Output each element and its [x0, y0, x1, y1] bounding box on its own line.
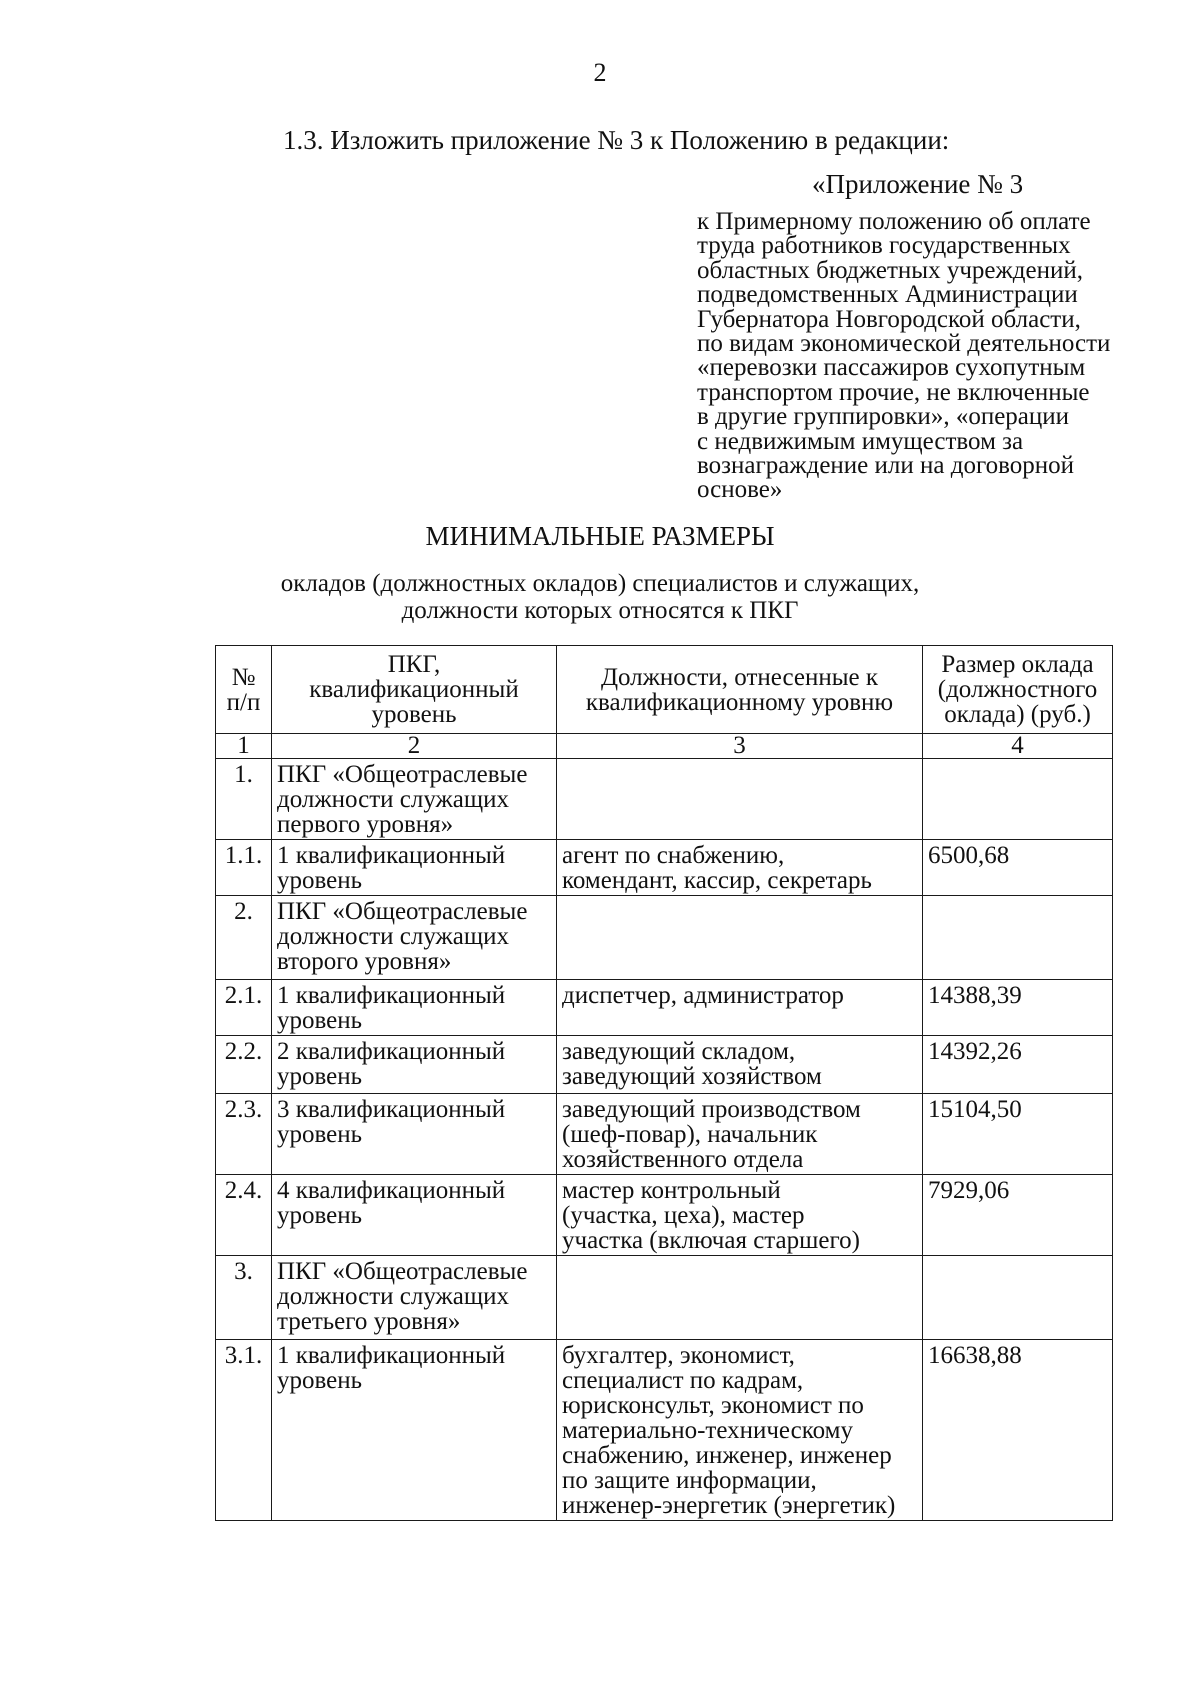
position-line: заведующий хозяйством	[562, 1063, 822, 1090]
header-line: квалификационному уровню	[585, 688, 894, 716]
column-number: 1	[216, 734, 272, 759]
row-salary: 15104,50	[923, 1094, 1113, 1175]
group-line: должности служащих	[277, 1283, 510, 1310]
appendix-line: в другие группировки», «операции	[697, 403, 1070, 431]
row-number: 3.1.	[216, 1340, 272, 1521]
position-line: бухгалтер, экономист,	[562, 1342, 795, 1369]
document-subheading	[0, 570, 1200, 624]
appendix-line: транспортом прочие, не включенные	[697, 378, 1090, 406]
column-number: 3	[557, 734, 923, 759]
position-line: снабжению, инженер, инженер	[562, 1442, 892, 1469]
table-row	[216, 840, 1113, 896]
group-line: уровень	[277, 1063, 363, 1090]
table-row	[216, 1094, 1113, 1175]
row-group	[272, 759, 557, 840]
appendix-description	[697, 210, 1167, 503]
group-line: ПКГ «Общеотраслевые	[277, 761, 528, 788]
row-salary: 7929,06	[923, 1175, 1113, 1256]
table-row	[216, 1036, 1113, 1094]
group-line: уровень	[277, 1367, 363, 1394]
header-group	[272, 646, 557, 734]
row-group	[272, 1094, 557, 1175]
table-row	[216, 759, 1113, 840]
group-line: 1 квалификационный	[277, 982, 506, 1009]
row-salary	[923, 1256, 1113, 1340]
position-line: материально-техническому	[562, 1417, 853, 1444]
row-group	[272, 1340, 557, 1521]
appendix-line: с недвижимым имуществом за	[697, 427, 1024, 455]
position-line: (участка, цеха), мастер	[562, 1202, 805, 1229]
row-number: 1.	[216, 759, 272, 840]
header-line: квалификационный	[309, 676, 519, 703]
position-line: диспетчер, администратор	[562, 982, 844, 1009]
group-line: 4 квалификационный	[277, 1177, 506, 1204]
position-line: заведующий складом,	[562, 1038, 796, 1065]
column-number-row	[216, 734, 1113, 759]
appendix-line: по видам экономической деятельности	[697, 330, 1111, 358]
row-number: 2.3.	[216, 1094, 272, 1175]
header-line: уровень	[371, 701, 457, 728]
position-line: хозяйственного отдела	[562, 1146, 804, 1173]
group-line: 3 квалификационный	[277, 1096, 506, 1123]
header-line: оклада) (руб.)	[944, 701, 1091, 728]
row-salary	[923, 896, 1113, 980]
header-line: п/п	[226, 688, 261, 716]
group-line: 2 квалификационный	[277, 1038, 506, 1065]
table-header-row	[216, 646, 1113, 734]
row-positions	[557, 980, 923, 1036]
row-number: 3.	[216, 1256, 272, 1340]
row-group	[272, 840, 557, 896]
row-salary	[923, 759, 1113, 840]
row-salary: 16638,88	[923, 1340, 1113, 1521]
row-number: 2.2.	[216, 1036, 272, 1094]
row-number: 2.	[216, 896, 272, 980]
group-line: ПКГ «Общеотраслевые	[277, 1258, 528, 1285]
header-positions	[557, 646, 923, 734]
intro-paragraph: 1.3. Изложить приложение № 3 к Положению в редакции:	[283, 125, 950, 155]
row-salary: 14388,39	[923, 980, 1113, 1036]
subheading-line: должности которых относятся к ПКГ	[401, 597, 799, 624]
appendix-line: к Примерному положению об оплате	[697, 208, 1091, 235]
group-line: уровень	[277, 1202, 363, 1229]
group-line: 1 квалификационный	[277, 1342, 506, 1369]
row-group	[272, 896, 557, 980]
position-line: по защите информации,	[562, 1467, 817, 1494]
row-number: 2.4.	[216, 1175, 272, 1256]
row-salary: 6500,68	[923, 840, 1113, 896]
position-line: специалист по кадрам,	[562, 1367, 804, 1394]
group-line: первого уровня»	[277, 811, 454, 838]
group-line: уровень	[277, 1121, 363, 1148]
position-line: юрисконсульт, экономист по	[562, 1392, 864, 1419]
appendix-title: «Приложение № 3	[812, 169, 1024, 199]
row-positions	[557, 1094, 923, 1175]
position-line: мастер контрольный	[562, 1177, 781, 1204]
row-group	[272, 1175, 557, 1256]
appendix-line: труда работников государственных	[697, 232, 1071, 260]
header-line: ПКГ,	[387, 651, 441, 678]
header-line: №	[231, 663, 256, 691]
header-number	[216, 646, 272, 734]
appendix-line: основе»	[697, 476, 783, 504]
header-line: Размер оклада	[941, 651, 1094, 678]
row-group	[272, 1036, 557, 1094]
position-line: агент по снабжению,	[562, 842, 785, 869]
subheading-line: окладов (должностных окладов) специалистов и служащих,	[280, 570, 920, 597]
appendix-line: подведомственных Администрации	[697, 281, 1078, 309]
row-positions	[557, 759, 923, 840]
group-line: третьего уровня»	[277, 1308, 461, 1335]
row-group	[272, 980, 557, 1036]
row-positions	[557, 1256, 923, 1340]
row-positions	[557, 1036, 923, 1094]
group-line: 1 квалификационный	[277, 842, 506, 869]
appendix-line: областных бюджетных учреждений,	[697, 256, 1083, 284]
group-line: уровень	[277, 867, 363, 894]
group-line: должности служащих	[277, 923, 510, 950]
group-line: должности служащих	[277, 786, 510, 813]
position-line: инженер-энергетик (энергетик)	[562, 1492, 896, 1519]
row-positions	[557, 1175, 923, 1256]
column-number: 4	[923, 734, 1113, 759]
appendix-line: вознаграждение или на договорной	[697, 452, 1074, 480]
table-row	[216, 1175, 1113, 1256]
row-number: 1.1.	[216, 840, 272, 896]
table-row	[216, 1340, 1113, 1521]
group-line: ПКГ «Общеотраслевые	[277, 898, 528, 925]
table-row	[216, 896, 1113, 980]
position-line: участка (включая старшего)	[562, 1227, 860, 1254]
header-line: (должностного	[937, 676, 1098, 703]
table-row	[216, 1256, 1113, 1340]
group-line: уровень	[277, 1007, 363, 1034]
row-positions	[557, 840, 923, 896]
column-number: 2	[272, 734, 557, 759]
group-line: второго уровня»	[277, 948, 452, 975]
position-line: комендант, кассир, секретарь	[562, 867, 872, 894]
row-positions	[557, 1340, 923, 1521]
salary-table	[215, 645, 1113, 1521]
appendix-line: «перевозки пассажиров сухопутным	[697, 354, 1086, 382]
row-group	[272, 1256, 557, 1340]
document-heading: МИНИМАЛЬНЫЕ РАЗМЕРЫ	[425, 521, 775, 551]
position-line: заведующий производством	[562, 1096, 861, 1123]
position-line: (шеф-повар), начальник	[562, 1121, 818, 1148]
row-number: 2.1.	[216, 980, 272, 1036]
row-positions	[557, 896, 923, 980]
page-number: 2	[593, 58, 607, 87]
header-salary	[923, 646, 1113, 734]
row-salary: 14392,26	[923, 1036, 1113, 1094]
appendix-line: Губернатора Новгородской области,	[697, 305, 1081, 333]
table-row	[216, 980, 1113, 1036]
header-line: Должности, отнесенные к	[600, 663, 879, 691]
